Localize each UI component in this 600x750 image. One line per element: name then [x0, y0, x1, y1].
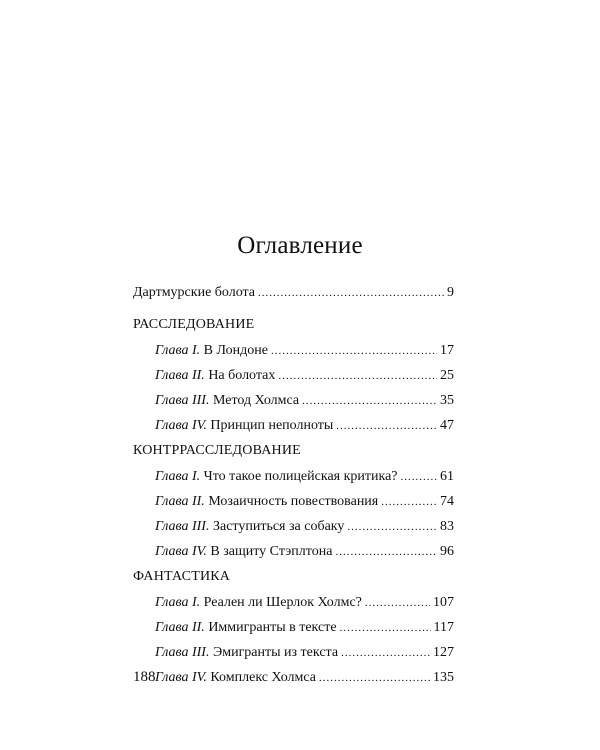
toc-page-number: 9 [447, 285, 454, 300]
toc-chapter [133, 468, 454, 486]
chapter-title: Реален ли Шерлок Холмс? [203, 595, 362, 610]
toc-chapter [133, 342, 454, 360]
toc-chapter [133, 644, 454, 662]
toc-chapter [133, 493, 454, 511]
toc-entry-intro [133, 284, 454, 302]
toc-page-number: 83 [440, 519, 454, 534]
page-number: 188 [133, 669, 156, 685]
chapter-number: Глава I. [155, 343, 201, 358]
toc-page-number: 117 [433, 620, 454, 635]
chapter-title: Метод Холмса [212, 393, 300, 408]
toc-chapter [133, 417, 454, 435]
chapter-number: Глава IV. [155, 544, 207, 559]
toc-section-investigation [133, 316, 454, 435]
toc-chapter [133, 594, 454, 612]
toc-page-number: 96 [440, 544, 454, 559]
dot-leader [381, 493, 437, 511]
chapter-title: В защиту Стэплтона [210, 544, 333, 559]
chapter-title: На болотах [208, 368, 276, 383]
toc-page-number: 61 [440, 469, 454, 484]
section-heading: ФАНТАСТИКА [133, 569, 231, 584]
chapter-title: Принцип неполноты [210, 418, 334, 433]
toc-chapter [133, 619, 454, 637]
chapter-title: Комплекс Холмса [210, 670, 316, 685]
toc-section-counter-investigation [133, 442, 454, 561]
section-heading: КОНТРРАССЛЕДОВАНИЕ [133, 443, 301, 458]
toc-entry-label: Дартмурские болота [133, 285, 256, 300]
toc-chapter [133, 367, 454, 385]
chapter-number: Глава III. [155, 645, 210, 660]
dot-leader [347, 518, 437, 536]
chapter-number: Глава II. [155, 620, 205, 635]
chapter-number: Глава II. [155, 494, 205, 509]
toc-page-number: 25 [440, 368, 454, 383]
dot-leader [278, 367, 437, 385]
dot-leader [336, 417, 437, 435]
page-title: Оглавление [237, 232, 363, 259]
dot-leader [340, 619, 431, 637]
dot-leader [341, 644, 430, 662]
section-heading: РАССЛЕДОВАНИЕ [133, 317, 255, 332]
toc-chapter [133, 669, 454, 687]
dot-leader [258, 284, 444, 302]
dot-leader [319, 669, 430, 687]
toc-chapter [133, 392, 454, 410]
toc-page-number: 17 [440, 343, 454, 358]
toc-page-number: 135 [433, 670, 454, 685]
dot-leader [365, 594, 430, 612]
dot-leader [271, 342, 437, 360]
dot-leader [302, 392, 437, 410]
chapter-number: Глава IV. [155, 670, 207, 685]
dot-leader [335, 543, 437, 561]
toc-section-fantasy [133, 568, 454, 687]
chapter-title: Что такое полицейская критика? [203, 469, 398, 484]
toc-page-number: 74 [440, 494, 454, 509]
chapter-number: Глава I. [155, 595, 201, 610]
table-of-contents [133, 284, 454, 694]
toc-page-number: 35 [440, 393, 454, 408]
chapter-number: Глава III. [155, 519, 210, 534]
chapter-title: Мозаичность повествования [208, 494, 379, 509]
chapter-number: Глава III. [155, 393, 210, 408]
toc-page-number: 127 [433, 645, 454, 660]
chapter-title: Иммигранты в тексте [208, 620, 337, 635]
dot-leader [401, 468, 437, 486]
toc-chapter [133, 543, 454, 561]
chapter-title: В Лондоне [203, 343, 268, 358]
toc-page-number: 47 [440, 418, 454, 433]
chapter-number: Глава IV. [155, 418, 207, 433]
toc-chapter [133, 518, 454, 536]
chapter-number: Глава II. [155, 368, 205, 383]
chapter-title: Эмигранты из текста [212, 645, 339, 660]
chapter-title: Заступиться за собаку [212, 519, 345, 534]
toc-page-number: 107 [433, 595, 454, 610]
chapter-number: Глава I. [155, 469, 201, 484]
